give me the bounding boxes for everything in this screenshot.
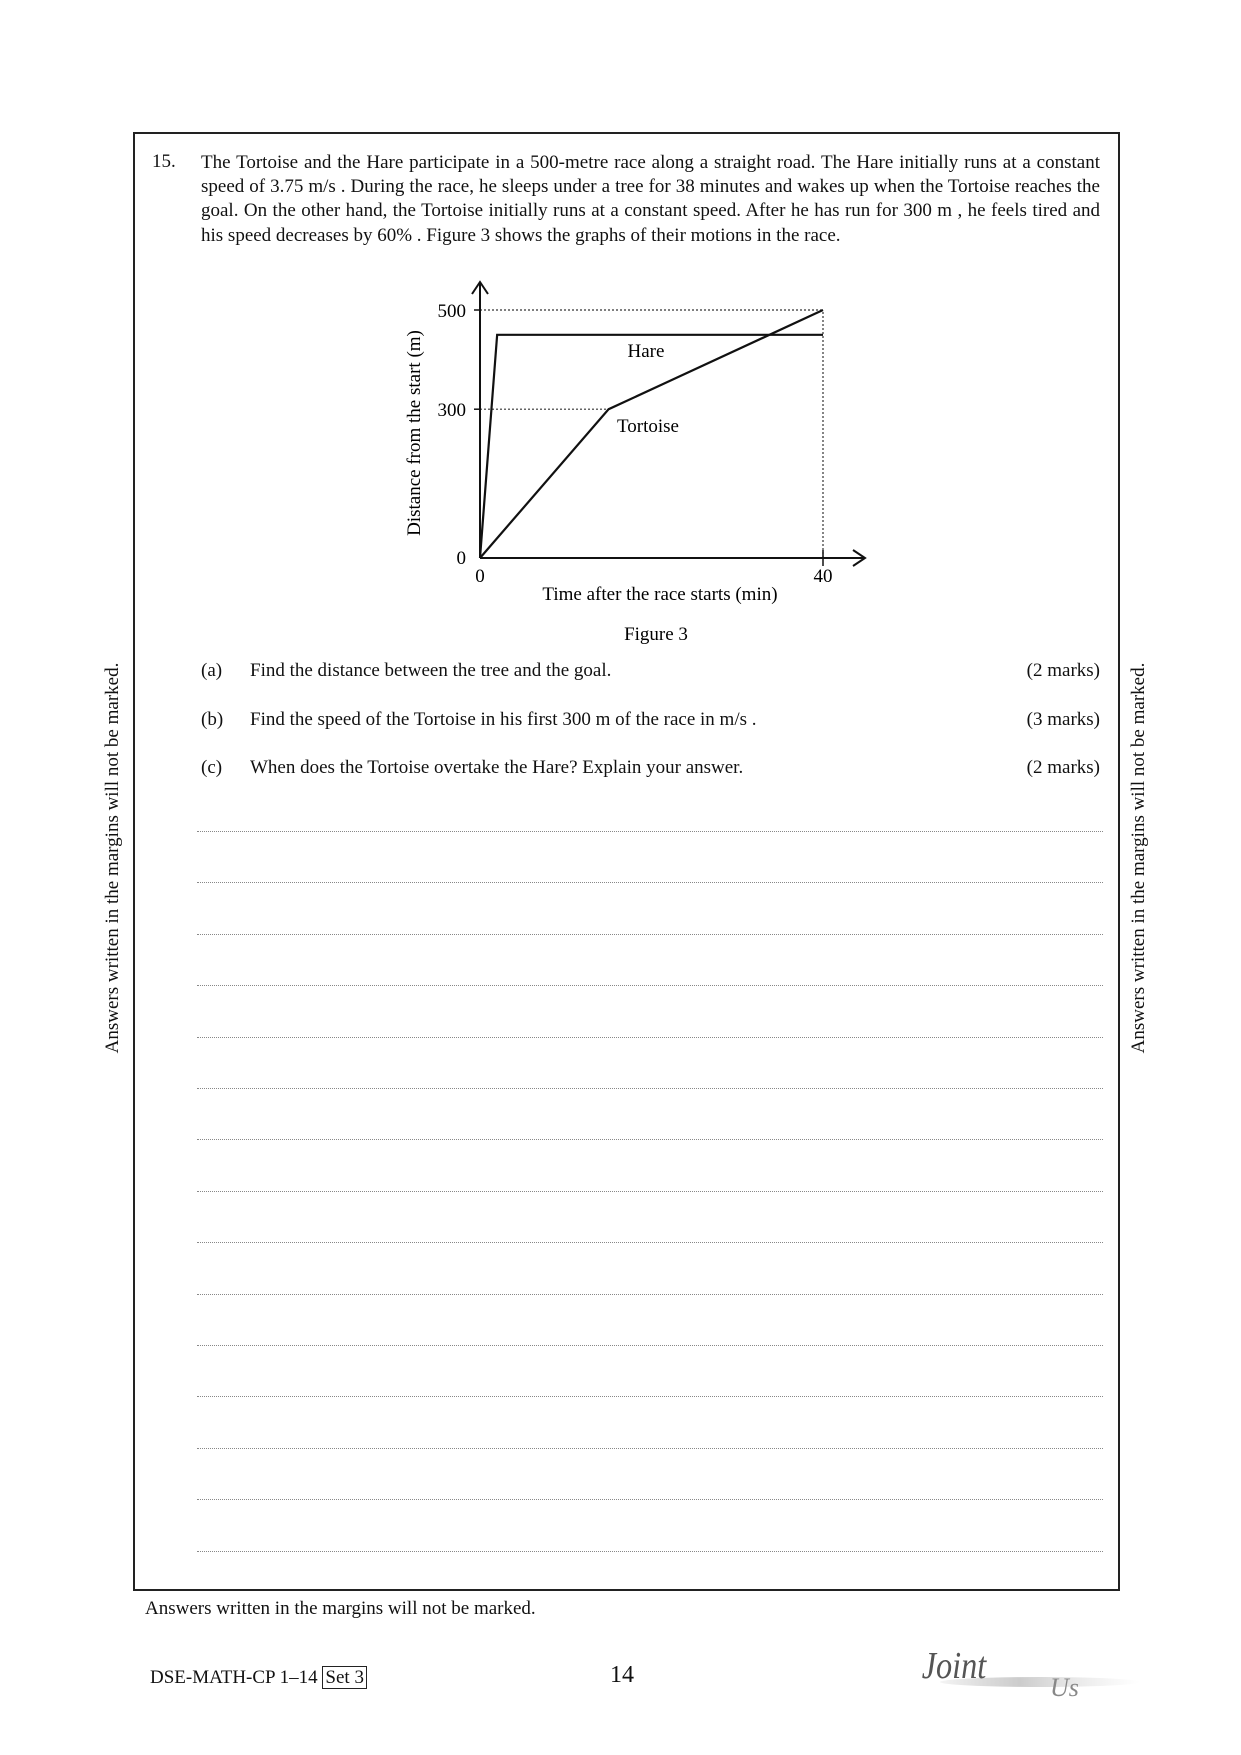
figure-3-chart: [0, 0, 1241, 700]
part-label: (a): [201, 660, 223, 681]
answer-line[interactable]: [197, 1551, 1103, 1552]
answer-line[interactable]: [197, 1345, 1103, 1346]
legend-label-tortoise: Tortoise: [617, 416, 679, 437]
answer-line[interactable]: [197, 1088, 1103, 1089]
left-margin-note: Answers written in the margins will not be marked.: [102, 662, 123, 1054]
answer-line[interactable]: [197, 1294, 1103, 1295]
answer-line[interactable]: [197, 1139, 1103, 1140]
part-marks: (3 marks): [1026, 708, 1100, 730]
bottom-margin-note: Answers written in the margins will not be marked.: [145, 1598, 536, 1619]
paper-code-text: DSE-MATH-CP 1–14: [150, 1667, 318, 1688]
x-tick-label: 0: [475, 566, 485, 587]
answer-line[interactable]: [197, 1037, 1103, 1038]
x-tick-label: 40: [813, 566, 833, 587]
part-question: Find the distance between the tree and the goal.: [250, 660, 612, 681]
part-label: (b): [201, 708, 224, 730]
right-margin-note: Answers written in the margins will not be marked.: [1128, 662, 1149, 1054]
svg-text:Us: Us: [1050, 1673, 1079, 1700]
part-label: (c): [201, 757, 223, 778]
set-label: Set 3: [322, 1666, 367, 1689]
part-question: When does the Tortoise overtake the Hare? Explain your answer.: [250, 757, 744, 778]
y-tick-label: 500: [437, 301, 466, 322]
series-line-hare: [480, 335, 823, 558]
answer-line[interactable]: [197, 1191, 1103, 1192]
answer-line[interactable]: [197, 934, 1103, 935]
legend-label-hare: Hare: [627, 341, 665, 362]
paper-code: [150, 1667, 367, 1689]
answer-line[interactable]: [197, 882, 1103, 883]
answer-line[interactable]: [197, 1396, 1103, 1397]
part-question: Find the speed of the Tortoise in his first 300 m of the race in m/s .: [250, 708, 757, 730]
jointus-logo: [920, 1640, 1140, 1700]
x-axis-label: Time after the race starts (min): [542, 584, 778, 605]
figure-caption: Figure 3: [624, 624, 688, 645]
answer-line[interactable]: [197, 1448, 1103, 1449]
y-axis-label: Distance from the start (m): [404, 330, 425, 536]
svg-text:Joint: Joint: [921, 1644, 987, 1687]
question-number: 15.: [152, 151, 176, 172]
part-marks: (2 marks): [1026, 757, 1100, 778]
part-marks: (2 marks): [1026, 660, 1100, 681]
answer-line[interactable]: [197, 1242, 1103, 1243]
page-number: 14: [610, 1662, 634, 1688]
answer-line[interactable]: [197, 985, 1103, 986]
answer-line[interactable]: [197, 1499, 1103, 1500]
answer-line[interactable]: [197, 831, 1103, 832]
y-tick-label: 0: [456, 548, 466, 569]
question-text: The Tortoise and the Hare participate in a 500-metre race along a straight road. The Hare initially runs at a constant speed of 3.75 m/s . During the race, he sleeps under a tree for 38 minutes and wakes up when the Tortoise reaches the goal. On the other hand, the Tortoise initially runs at a constant speed. After he has run for 300 m , he feels tired and his speed decreases by 60% . Figure 3 shows the graphs of their motions in the race.: [201, 152, 1100, 246]
y-tick-label: 300: [437, 400, 466, 422]
